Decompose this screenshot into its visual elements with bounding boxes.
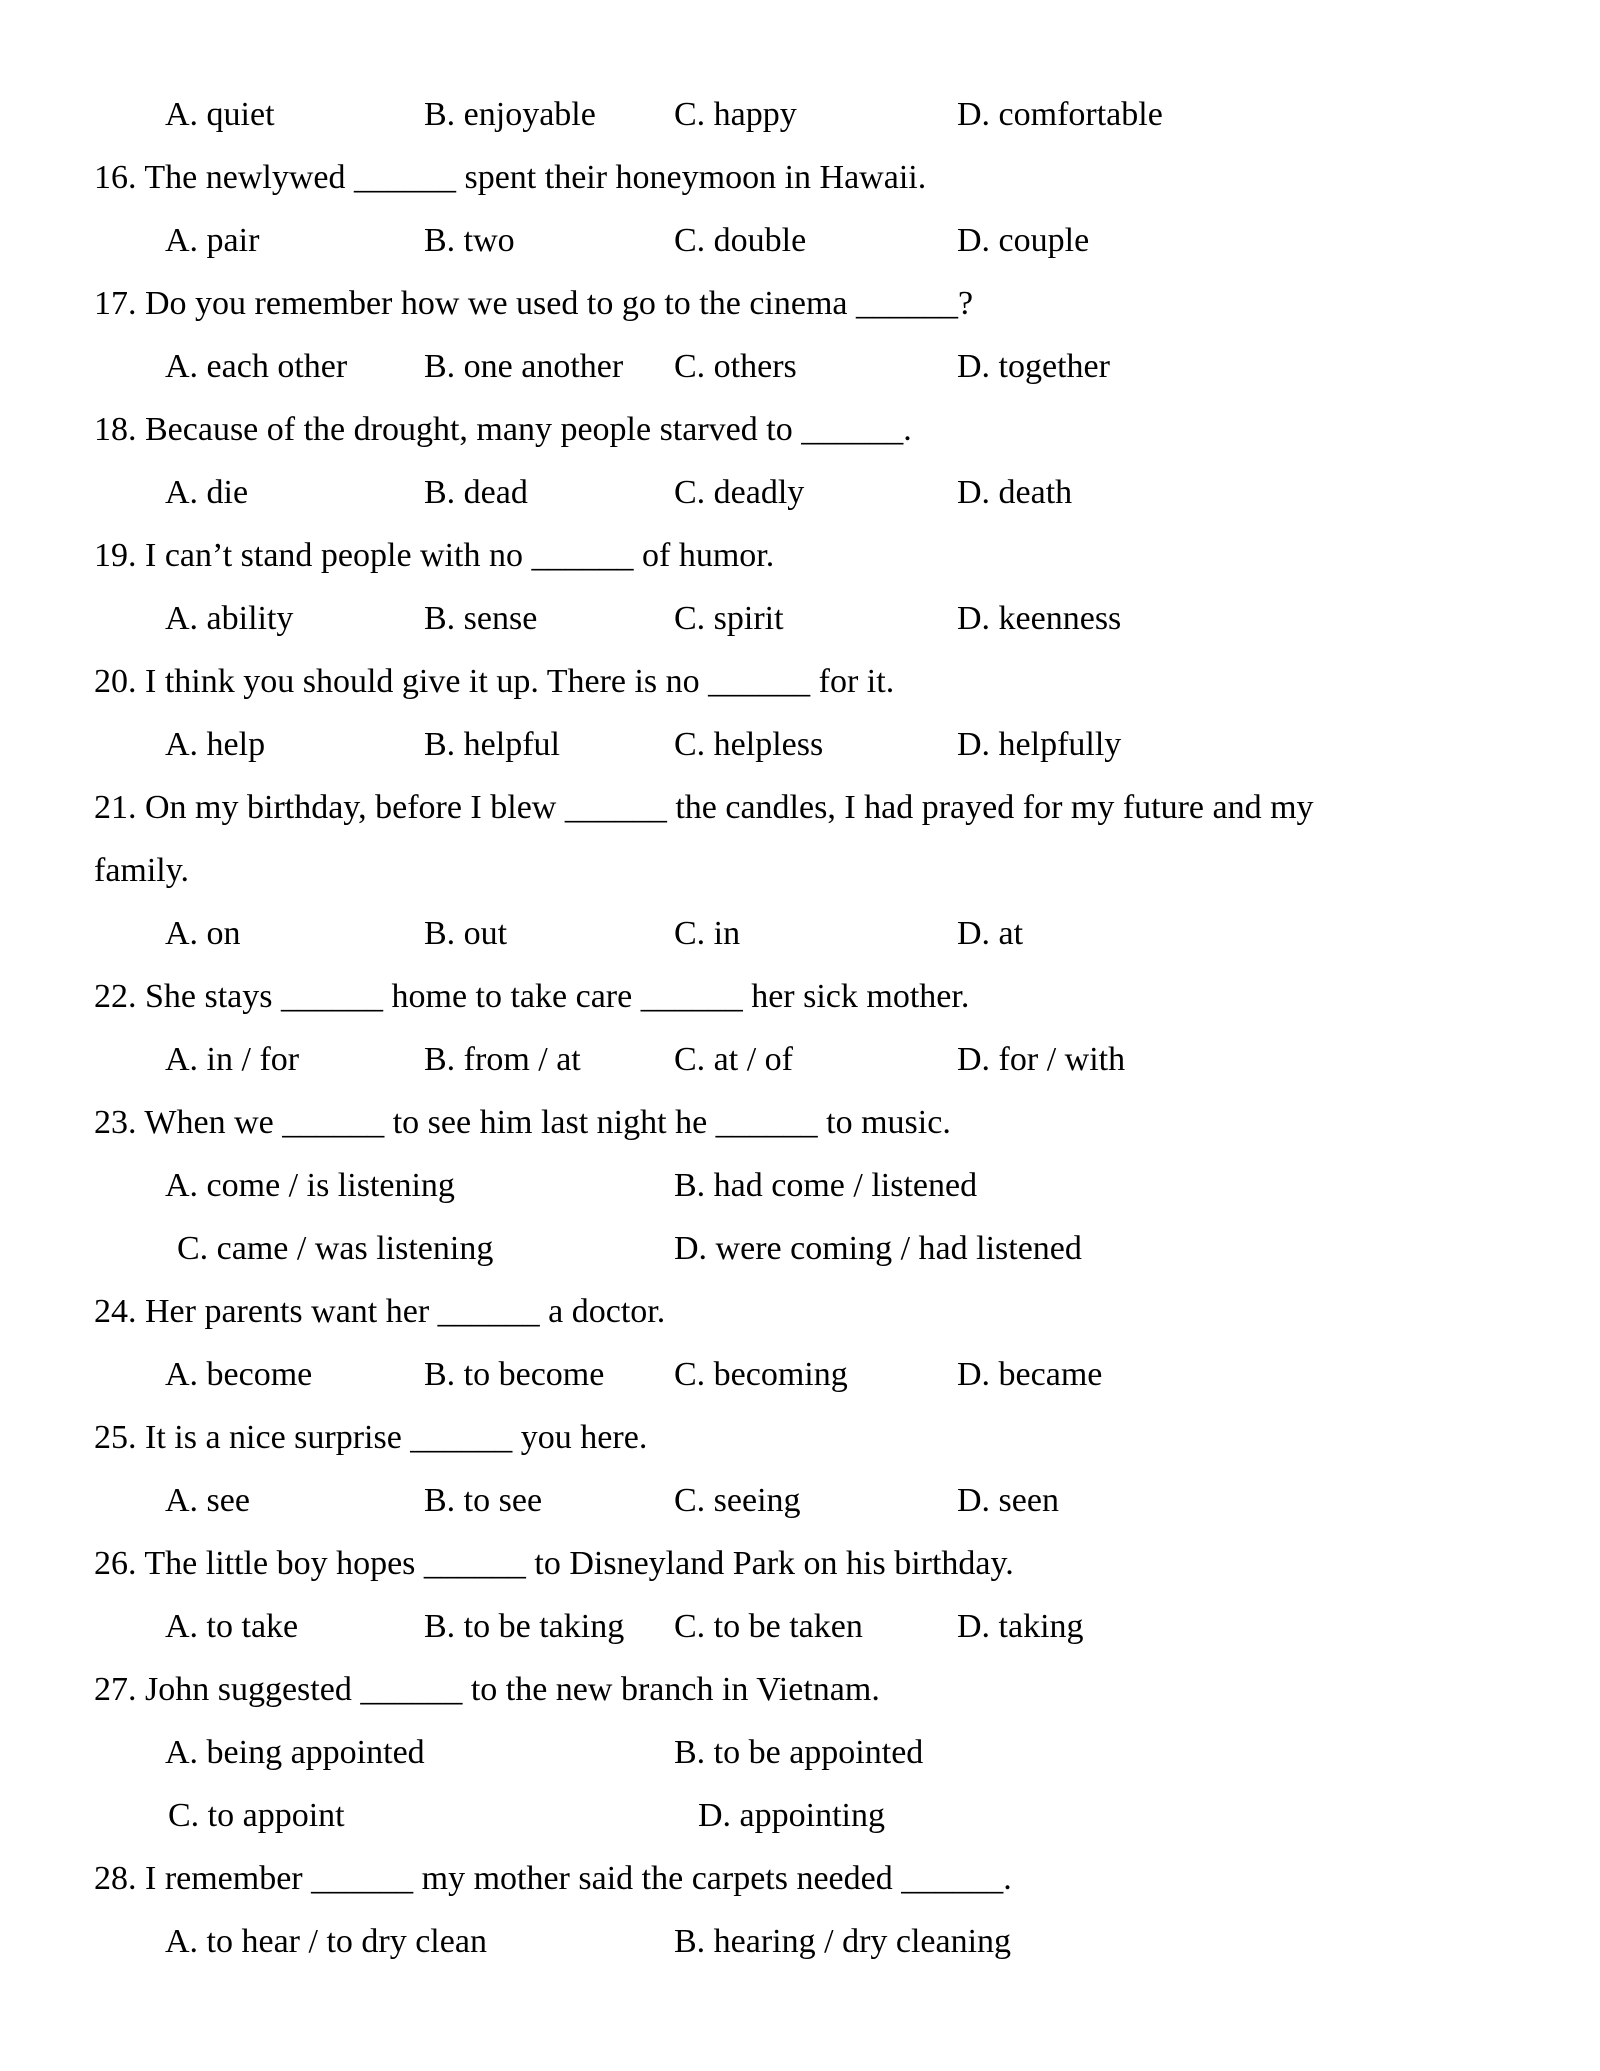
option-d: D. together [957, 348, 1110, 385]
option-b: B. out [424, 915, 508, 952]
option-c: C. came / was listening [177, 1230, 494, 1267]
options-row-q28 [0, 1910, 1600, 1973]
question-25-stem: 25. It is a nice surprise ______ you here. [94, 1419, 648, 1456]
option-c: C. spirit [674, 600, 784, 637]
option-a: A. see [165, 1482, 250, 1519]
question-17-stem: 17. Do you remember how we used to go to the cinema ______? [94, 285, 974, 322]
option-c: C. deadly [674, 474, 805, 511]
option-b: B. sense [424, 600, 538, 637]
options-row-q15 [0, 83, 1600, 146]
options-row-q26 [0, 1595, 1600, 1658]
option-d: D. comfortable [957, 96, 1163, 133]
option-a: A. in / for [165, 1041, 300, 1078]
option-d: D. death [957, 474, 1073, 511]
option-b: B. to become [424, 1356, 605, 1393]
option-d: D. seen [957, 1482, 1059, 1519]
question-23-stem: 23. When we ______ to see him last night he ______ to music. [94, 1104, 951, 1141]
option-a: A. come / is listening [165, 1167, 455, 1204]
option-b: B. to be taking [424, 1608, 625, 1645]
option-a: A. being appointed [165, 1734, 425, 1771]
option-b: B. hearing / dry cleaning [674, 1923, 1012, 1960]
question-22-stem: 22. She stays ______ home to take care ______ her sick mother. [94, 978, 970, 1015]
question-20-stem: 20. I think you should give it up. There is no ______ for it. [94, 663, 895, 700]
question-27-stem: 27. John suggested ______ to the new branch in Vietnam. [94, 1671, 880, 1708]
question-18-stem: 18. Because of the drought, many people starved to ______. [94, 411, 912, 448]
options-row-q21 [0, 902, 1600, 965]
option-c: C. seeing [674, 1482, 801, 1519]
option-a: A. to hear / to dry clean [165, 1923, 487, 1960]
option-d: D. couple [957, 222, 1090, 259]
options-row-q17 [0, 335, 1600, 398]
option-b: B. to see [424, 1482, 543, 1519]
option-d: D. were coming / had listened [674, 1230, 1082, 1267]
question-24-stem: 24. Her parents want her ______ a doctor. [94, 1293, 666, 1330]
option-a: A. quiet [165, 96, 275, 133]
option-a: A. to take [165, 1608, 299, 1645]
option-c: C. becoming [674, 1356, 848, 1393]
question-28-stem: 28. I remember ______ my mother said the carpets needed ______. [94, 1860, 1012, 1897]
option-a: A. on [165, 915, 241, 952]
option-a: A. become [165, 1356, 313, 1393]
options-row-q16 [0, 209, 1600, 272]
option-c: C. helpless [674, 726, 824, 763]
option-b: B. enjoyable [424, 96, 596, 133]
option-b: B. one another [424, 348, 624, 385]
option-b: B. dead [424, 474, 528, 511]
option-a: A. each other [165, 348, 348, 385]
option-a: A. help [165, 726, 266, 763]
option-a: A. pair [165, 222, 260, 259]
options-row-q24 [0, 1343, 1600, 1406]
option-d: D. keenness [957, 600, 1122, 637]
option-b: B. to be appointed [674, 1734, 924, 1771]
option-b: B. two [424, 222, 515, 259]
question-19-stem: 19. I can’t stand people with no ______ of humor. [94, 537, 775, 574]
option-a: A. die [165, 474, 249, 511]
option-c: C. in [674, 915, 741, 952]
options-row-q23-cd [0, 1217, 1600, 1280]
option-c: C. to appoint [168, 1797, 345, 1834]
option-c: C. at / of [674, 1041, 793, 1078]
option-c: C. to be taken [674, 1608, 863, 1645]
options-row-q18 [0, 461, 1600, 524]
options-row-q20 [0, 713, 1600, 776]
option-c: C. double [674, 222, 807, 259]
option-d: D. at [957, 915, 1024, 952]
question-21-stem-continued: family. [94, 852, 190, 889]
option-b: B. helpful [424, 726, 560, 763]
option-c: C. others [674, 348, 797, 385]
option-b: B. from / at [424, 1041, 581, 1078]
question-21-stem: 21. On my birthday, before I blew ______ the candles, I had prayed for my future and my [94, 789, 1314, 826]
options-row-q22 [0, 1028, 1600, 1091]
option-a: A. ability [165, 600, 294, 637]
option-b: B. had come / listened [674, 1167, 978, 1204]
question-26-stem: 26. The little boy hopes ______ to Disneyland Park on his birthday. [94, 1545, 1014, 1582]
option-d: D. appointing [698, 1797, 885, 1834]
options-row-q27-ab [0, 1721, 1600, 1784]
question-16-stem: 16. The newlywed ______ spent their honeymoon in Hawaii. [94, 159, 927, 196]
options-row-q27-cd [0, 1784, 1600, 1847]
option-d: D. became [957, 1356, 1103, 1393]
options-row-q19 [0, 587, 1600, 650]
options-row-q25 [0, 1469, 1600, 1532]
option-c: C. happy [674, 96, 797, 133]
option-d: D. helpfully [957, 726, 1122, 763]
option-d: D. for / with [957, 1041, 1126, 1078]
option-d: D. taking [957, 1608, 1084, 1645]
options-row-q23-ab [0, 1154, 1600, 1217]
